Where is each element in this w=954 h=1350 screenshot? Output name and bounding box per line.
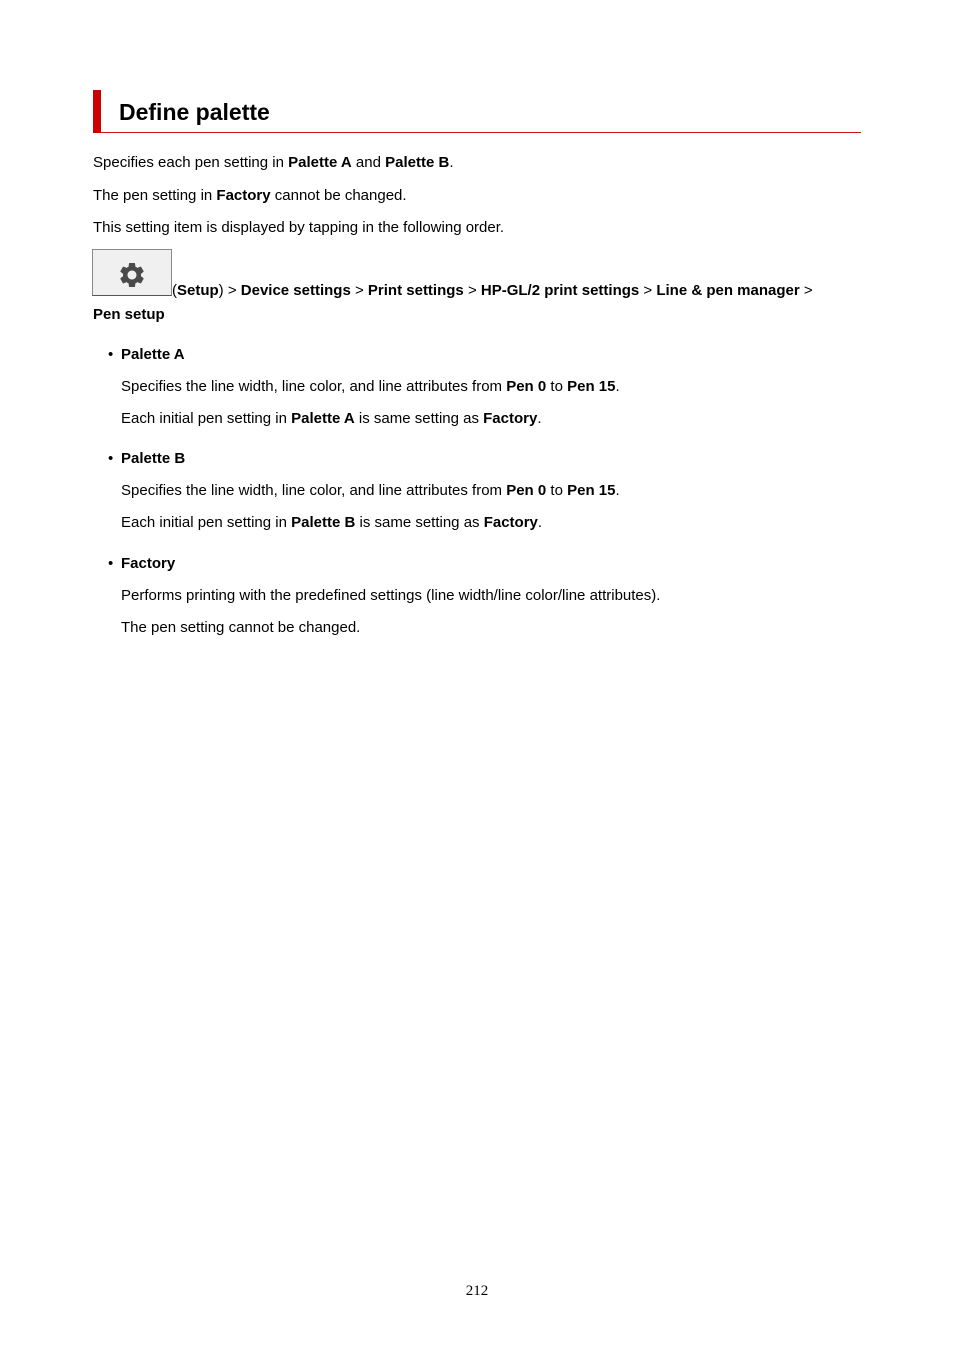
factory-desc-1: Performs printing with the predefined settings (line width/line color/line attributes). <box>121 587 661 604</box>
factory-desc-2: The pen setting cannot be changed. <box>121 619 361 636</box>
intro-line-1: Specifies each pen setting in Palette A and Palette B. <box>93 154 454 171</box>
list-item-palette-a: • Palette A <box>108 346 185 363</box>
palette-b-desc-1: Specifies the line width, line color, and line attributes from Pen 0 to Pen 15. <box>121 482 620 499</box>
navigation-path: (Setup) > Device settings > Print settings > HP-GL/2 print settings > Line & pen manager > <box>172 282 813 299</box>
gear-icon <box>117 260 147 290</box>
palette-b-desc-2: Each initial pen setting in Palette B is same setting as Factory. <box>121 514 543 531</box>
intro-line-2: The pen setting in Factory cannot be changed. <box>93 187 407 204</box>
bullet-icon: • <box>108 555 114 572</box>
palette-a-desc-1: Specifies the line width, line color, and line attributes from Pen 0 to Pen 15. <box>121 378 620 395</box>
bullet-icon: • <box>108 346 114 363</box>
setup-button-image <box>92 249 172 296</box>
section-heading <box>93 90 861 133</box>
intro-line-3: This setting item is displayed by tapping in the following order. <box>93 219 505 236</box>
list-item-palette-b: • Palette B <box>108 450 186 467</box>
bullet-icon: • <box>108 450 114 467</box>
page-title: Define palette <box>119 99 270 125</box>
list-item-factory: • Factory <box>108 555 176 572</box>
page-number: 212 <box>465 1283 489 1299</box>
palette-a-desc-2: Each initial pen setting in Palette A is same setting as Factory. <box>121 410 542 427</box>
heading-accent-bar <box>93 90 101 133</box>
navigation-path-end: Pen setup <box>93 306 165 323</box>
